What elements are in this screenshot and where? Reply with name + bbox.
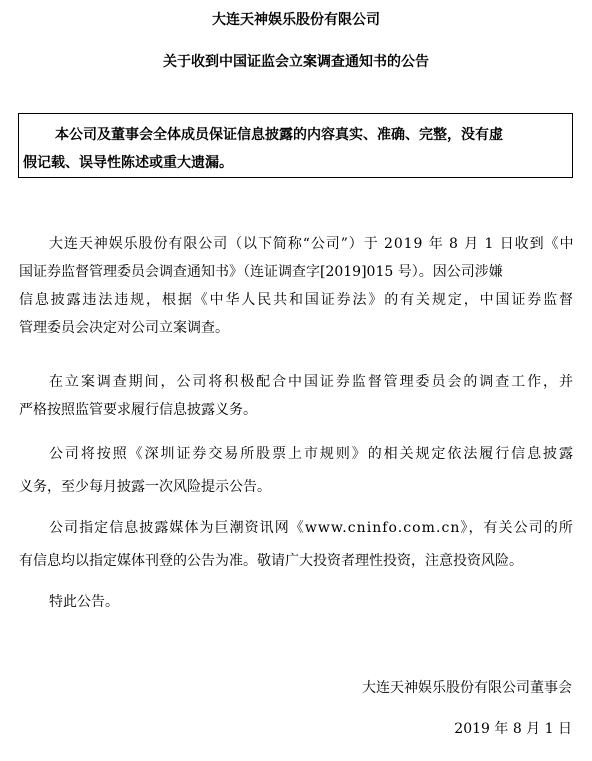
paragraph-line: 特此公告。 [49, 594, 119, 610]
paragraph-line: 公司将按照《深圳证券交易所股票上市规则》的相关规定依法履行信息披露 [49, 446, 575, 462]
notice-line: 假记载、误导性陈述或重大遗漏。 [23, 155, 233, 171]
announcement-date: 2019 年 8 月 1 日 [454, 721, 572, 737]
notice-box [18, 113, 573, 178]
paragraph-line: 严格按照监管要求履行信息披露义务。 [19, 402, 257, 418]
company-title: 大连天神娱乐股份有限公司 [212, 12, 380, 28]
notice-line: 本公司及董事会全体成员保证信息披露的内容真实、准确、完整，没有虚 [55, 127, 503, 143]
signature: 大连天神娱乐股份有限公司董事会 [362, 680, 572, 696]
paragraph-line: 有信息均以指定媒体刊登的公告为准。敬请广大投资者理性投资，注意投资风险。 [19, 553, 523, 569]
announcement-title: 关于收到中国证监会立案调查通知书的公告 [163, 54, 429, 70]
paragraph-line: 公司指定信息披露媒体为巨潮资讯网《www.cninfo.com.cn》，有关公司的所 [49, 520, 574, 536]
paragraph-line: 义务，至少每月披露一次风险提示公告。 [19, 479, 271, 495]
paragraph-line: 在立案调查期间，公司将积极配合中国证券监督管理委员会的调查工作，并 [49, 374, 575, 390]
paragraph-line: 大连天神娱乐股份有限公司（以下简称“公司”）于 2019 年 8 月 1 日收到《中 [49, 236, 575, 252]
paragraph-line: 管理委员会决定对公司立案调查。 [19, 320, 229, 336]
paragraph-line: 国证券监督管理委员会调查通知书》（连证调查字[2019]015 号）。因公司涉嫌 [19, 264, 503, 280]
paragraph-line: 信息披露违法违规，根据《中华人民共和国证券法》的有关规定，中国证券监督 [19, 292, 575, 308]
